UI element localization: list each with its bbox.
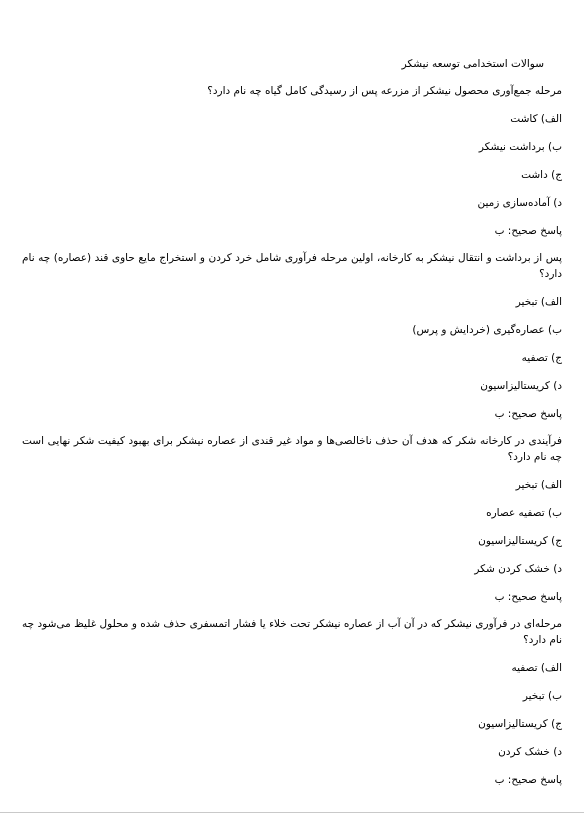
- option-item: الف) تبخیر: [515, 479, 562, 491]
- option-item: د) کریستالیزاسیون: [480, 380, 562, 392]
- option-item: ج) کریستالیزاسیون: [478, 718, 562, 730]
- option-item: ب) تبخیر: [522, 690, 562, 702]
- option-item: الف) تصفیه: [511, 662, 562, 674]
- option-item: ج) کریستالیزاسیون: [478, 535, 562, 547]
- question-block: [22, 616, 562, 788]
- correct-answer: پاسخ صحیح: ب: [494, 591, 562, 603]
- question-block: [22, 433, 562, 605]
- option-item: د) خشک کردن شکر: [474, 563, 562, 575]
- question-text: فرآیندی در کارخانه شکر که هدف آن حذف ناخالصی‌ها و مواد غیر قندی از عصاره نیشکر برای بهبود کیفیت شکر نهایی است چه نام دارد؟: [22, 435, 562, 463]
- option-item: د) آماده‌سازی زمین: [477, 197, 562, 209]
- option-item: ب) برداشت نیشکر: [478, 141, 562, 153]
- question-text: مرحله جمع‌آوری محصول نیشکر از مزرعه پس از رسیدگی کامل گیاه چه نام دارد؟: [207, 85, 562, 97]
- question-text: مرحله‌ای در فرآوری نیشکر که در آن آب از عصاره نیشکر تحت خلاء یا فشار اتمسفری حذف شده و محلول غلیظ می‌شود چه نام دارد؟: [22, 618, 562, 646]
- correct-answer: پاسخ صحیح: ب: [494, 408, 562, 420]
- option-item: ج) تصفیه: [521, 352, 562, 364]
- option-item: الف) تبخیر: [515, 296, 562, 308]
- question-block: [22, 83, 562, 239]
- correct-answer: پاسخ صحیح: ب: [494, 774, 562, 786]
- document-content: [22, 56, 562, 799]
- option-item: ب) عصاره‌گیری (خردایش و پرس): [412, 324, 562, 336]
- question-block: [22, 250, 562, 422]
- page-bottom-divider: [0, 812, 584, 813]
- option-item: ب) تصفیه عصاره: [486, 507, 562, 519]
- correct-answer: پاسخ صحیح: ب: [494, 225, 562, 237]
- document-title: سوالات استخدامی توسعه نیشکر: [401, 58, 544, 70]
- question-text: پس از برداشت و انتقال نیشکر به کارخانه، اولین مرحله فرآوری شامل خرد کردن و استخراج مایع حاوی قند (عصاره) چه نام دارد؟: [22, 252, 562, 280]
- option-item: د) خشک کردن: [498, 746, 562, 758]
- option-item: ج) داشت: [521, 169, 562, 181]
- option-item: الف) کاشت: [510, 113, 562, 125]
